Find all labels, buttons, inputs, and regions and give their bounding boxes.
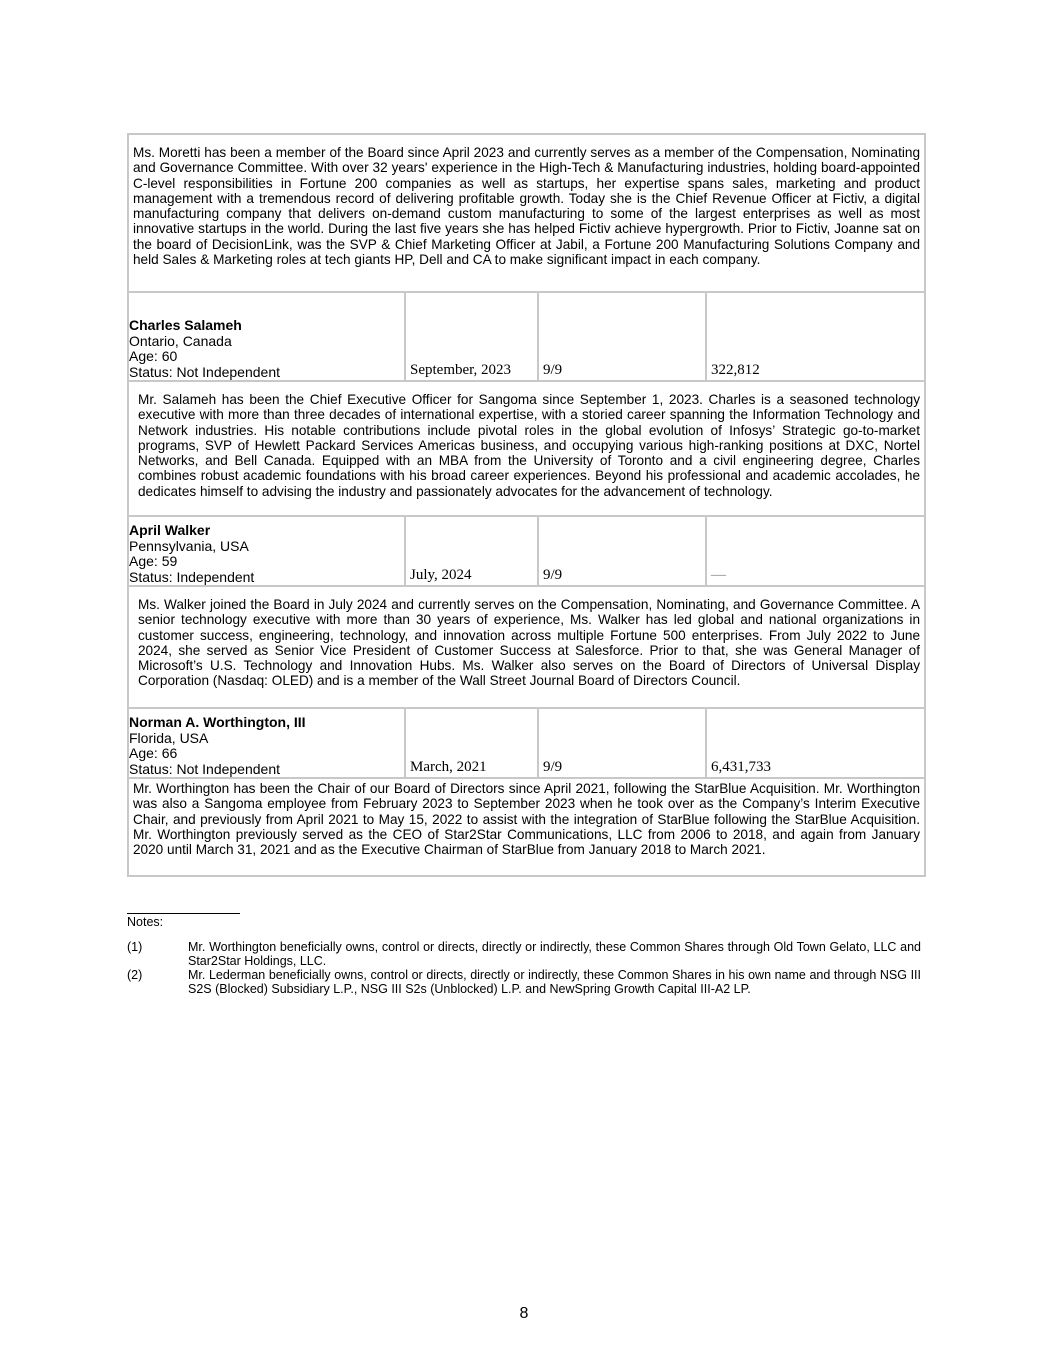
director-row-salameh (128, 292, 925, 381)
director-since: September, 2023 (405, 292, 538, 381)
director-shares: 6,431,733 (706, 708, 925, 778)
director-since: March, 2021 (405, 708, 538, 778)
bio-row-moretti (128, 134, 925, 292)
bio-salameh: Mr. Salameh has been the Chief Executive Officer for Sangoma since September 1, 2023. Charles is a seasoned technology executive with more than three decades of international expertise, with a storied career spanning the Information Technology and Network industries. His notable contributions include pivotal roles in the global evolution of Infosys’ Strategic go-to-market programs, SVP of Hewlett Packard Services Americas business, and occupying various high-ranking positions at DXC, Nortel Networks, and Bell Canada. Equipped with an MBA from the University of Toronto and a civil engineering degree, Charles combines robust academic foundations with his broad career experiences. Beyond his professional and academic accolades, he dedicates himself to advising the industry and passionately advocates for the advancement of technology. (138, 392, 921, 499)
director-attendance: 9/9 (538, 516, 706, 586)
director-attendance: 9/9 (538, 708, 706, 778)
director-row-worthington (128, 708, 925, 778)
director-location: Ontario, Canada (129, 332, 232, 349)
bio-row-salameh (128, 381, 925, 516)
director-name: Norman A. Worthington, III (129, 714, 306, 731)
director-name: Charles Salameh (129, 317, 242, 334)
bio-row-walker (128, 586, 925, 708)
bio-moretti: Ms. Moretti has been a member of the Board since April 2023 and currently serves as a member of the Compensation, Nominating and Governance Committee. With over 32 years' experience in the High-Tech & Manufacturing industries, holding board-appointed C-level responsibilities in Fortune 200 companies as well as startups, her expertise spans sales, marketing and product management with a tremendous record of delivering profitable growth. Today she is the Chief Revenue Officer at Fictiv, a digital manufacturing company that delivers on-demand custom manufacturing to some of the largest enterprises as well as most innovative startups in the world. During the last five years she has helped Fictiv achieve hypergrowth. Prior to Fictiv, Joanne sat on the board of DecisionLink, was the SVP & Chief Marketing Officer at Jabil, a Fortune 200 Manufacturing Solutions Company and held Sales & Marketing roles at tech giants HP, Dell and CA to make significant impact in each company. (133, 145, 921, 268)
footnote-text: Mr. Lederman beneficially owns, control or directs, directly or indirectly, these Common Shares in his own name and through NSG III S2S (Blocked) Subsidiary L.P., NSG III S2s (Unblocked) L.P. and NewSpring Growth Capital III-A2 LP. (188, 968, 921, 996)
director-age: Age: 59 (129, 553, 178, 570)
director-status: Status: Independent (129, 568, 255, 585)
footnote-number: (2) (127, 968, 143, 982)
director-row-walker (128, 516, 925, 586)
director-shares: 322,812 (706, 292, 925, 381)
footnote-1 (127, 941, 921, 968)
director-since: July, 2024 (405, 516, 538, 586)
bio-walker: Ms. Walker joined the Board in July 2024 and currently serves on the Compensation, Nominating, and Governance Committee. A senior technology executive with more than 30 years of experience, Ms. Walker has led global and national organizations in customer success, engineering, technology, and innovation across multiple Fortune 500 enterprises. From July 2022 to June 2024, she served as Senior Vice President of Customer Success at Salesforce. Prior to that, she was General Manager of Microsoft’s U.S. Technology and Innovation Hubs. Ms. Walker also serves on the Board of Directors of Universal Display Corporation (Nasdaq: OLED) and is a member of the Wall Street Journal Board of Directors Council. (138, 597, 921, 689)
board-directors-table (127, 133, 926, 877)
director-attendance: 9/9 (538, 292, 706, 381)
director-location: Florida, USA (129, 729, 209, 746)
director-location: Pennsylvania, USA (129, 537, 249, 554)
bio-worthington: Mr. Worthington has been the Chair of our Board of Directors since April 2021, following the StarBlue Acquisition. Mr. Worthington was also a Sangoma employee from February 2023 to September 2023 when he took over as the Company’s Interim Executive Chair, and previously from April 2021 to May 15, 2022 to assist with the integration of StarBlue following the StarBlue Acquisition. Mr. Worthington previously served as the CEO of Star2Star Communications, LLC from 2006 to 2018, and again from January 2020 until March 31, 2021 and as the Executive Chairman of StarBlue from January 2018 to March 2021. (133, 781, 921, 858)
footnote-number: (1) (127, 940, 143, 954)
director-info-walker (128, 516, 405, 586)
director-shares: — (706, 516, 925, 586)
director-age: Age: 60 (129, 348, 178, 365)
page-number: 8 (519, 1305, 529, 1322)
director-status: Status: Not Independent (129, 760, 280, 777)
footnote-text: Mr. Worthington beneficially owns, control or directs, directly or indirectly, these Common Shares through Old Town Gelato, LLC and Star2Star Holdings, LLC. (188, 940, 921, 968)
director-info-worthington (128, 708, 405, 778)
director-name: April Walker (129, 522, 211, 539)
footnote-2 (127, 969, 921, 996)
bio-row-worthington (128, 778, 925, 876)
notes-label: Notes: (127, 915, 164, 929)
director-status: Status: Not Independent (129, 363, 280, 380)
director-info-salameh (128, 292, 405, 381)
notes-divider (127, 913, 240, 914)
director-age: Age: 66 (129, 745, 178, 762)
